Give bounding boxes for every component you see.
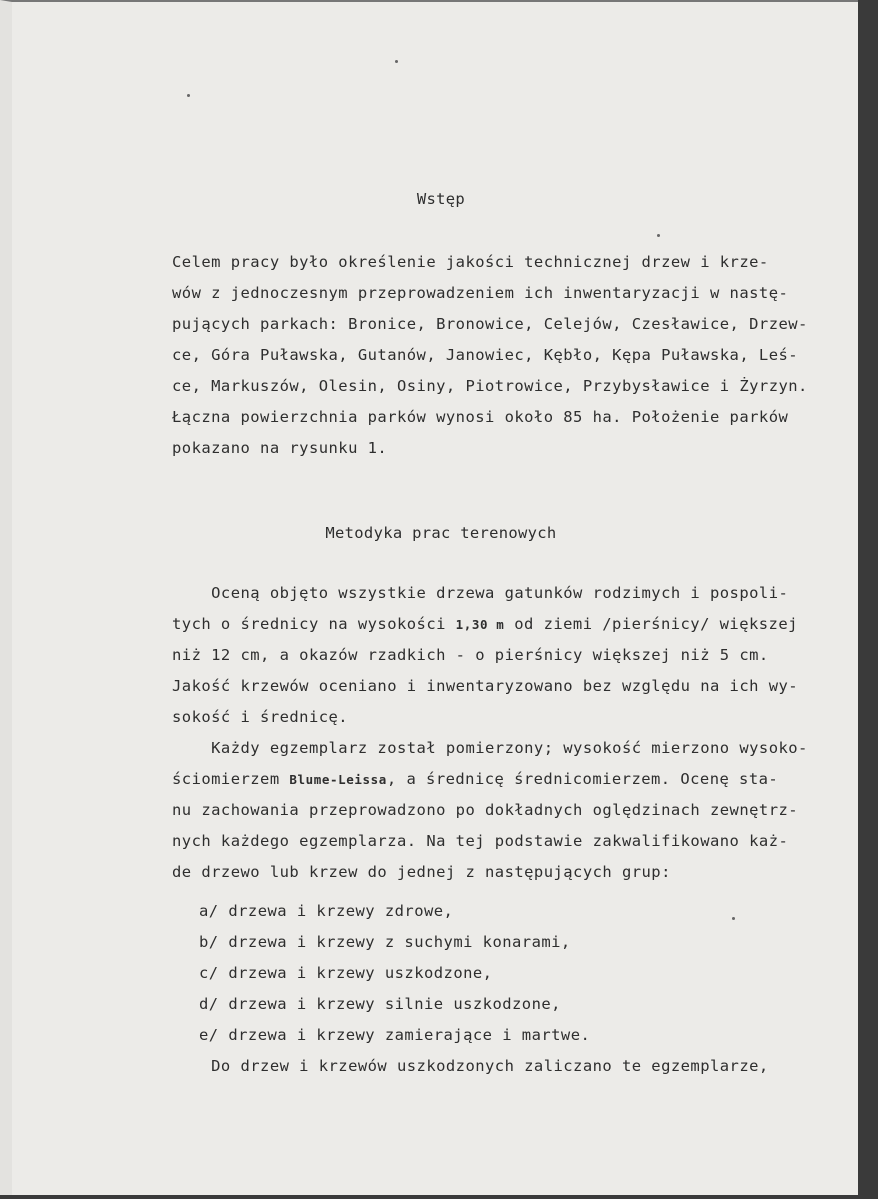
list-item: b/ drzewa i krzewy z suchymi konarami, [199, 933, 571, 951]
scan-speck [187, 94, 190, 97]
heading-introduction: Wstęp [416, 190, 466, 208]
text-segment-bold: 1,30 m [455, 617, 505, 632]
text-segment: , a średnicę średnicomierzem. Ocenę sta- [386, 770, 779, 788]
scan-speck [657, 234, 660, 237]
list-item: e/ drzewa i krzewy zamierające i martwe. [199, 1026, 591, 1044]
text-segment: od ziemi /pierśnicy/ większej [504, 615, 798, 633]
paragraph-line: Każdy egzemplarz został pomierzony; wysokość mierzono wysoko- [172, 739, 808, 757]
scan-border-right [858, 0, 878, 1199]
text-segment: ściomierzem [172, 770, 290, 788]
scan-border-bottom [0, 1195, 878, 1199]
list-item: c/ drzewa i krzewy uszkodzone, [199, 964, 493, 982]
paragraph-line: Do drzew i krzewów uszkodzonych zaliczano te egzemplarze, [172, 1057, 769, 1075]
paragraph-line: nu zachowania przeprowadzono po dokładnych oględzinach zewnętrz- [172, 801, 799, 819]
paragraph-line: ce, Markuszów, Olesin, Osiny, Piotrowice, Przybysławice i Żyrzyn. [172, 377, 808, 395]
scan-speck [732, 917, 735, 920]
heading-methodology: Metodyka prac terenowych [325, 524, 557, 542]
paragraph-line: Jakość krzewów oceniano i inwentaryzowano bez względu na ich wy- [172, 677, 799, 695]
paragraph-line [172, 615, 798, 633]
paragraph-line [172, 770, 778, 788]
paragraph-line: ce, Góra Puławska, Gutanów, Janowiec, Kębło, Kępa Puławska, Leś- [172, 346, 799, 364]
paragraph-line: pokazano na rysunku 1. [172, 439, 388, 457]
scan-speck [395, 60, 398, 63]
paragraph-line: sokość i średnicę. [172, 708, 349, 726]
paragraph-line: wów z jednoczesnym przeprowadzeniem ich inwentaryzacji w nastę- [172, 284, 789, 302]
paragraph-line: Celem pracy było określenie jakości technicznej drzew i krze- [172, 253, 769, 271]
paragraph-line: pujących parkach: Bronice, Bronowice, Celejów, Czesławice, Drzew- [172, 315, 808, 333]
text-segment-bold: Blume-Leissa [289, 772, 387, 787]
text-segment: tych o średnicy na wysokości [172, 615, 456, 633]
list-item: a/ drzewa i krzewy zdrowe, [199, 902, 454, 920]
list-item: d/ drzewa i krzewy silnie uszkodzone, [199, 995, 561, 1013]
paragraph-line: Łączna powierzchnia parków wynosi około 85 ha. Położenie parków [172, 408, 789, 426]
paragraph-line: niż 12 cm, a okazów rzadkich - o pierśnicy większej niż 5 cm. [172, 646, 769, 664]
paragraph-line: de drzewo lub krzew do jednej z następujących grup: [172, 863, 671, 881]
paragraph-line: nych każdego egzemplarza. Na tej podstawie zakwalifikowano każ- [172, 832, 789, 850]
paragraph-line: Oceną objęto wszystkie drzewa gatunków rodzimych i pospoli- [172, 584, 789, 602]
